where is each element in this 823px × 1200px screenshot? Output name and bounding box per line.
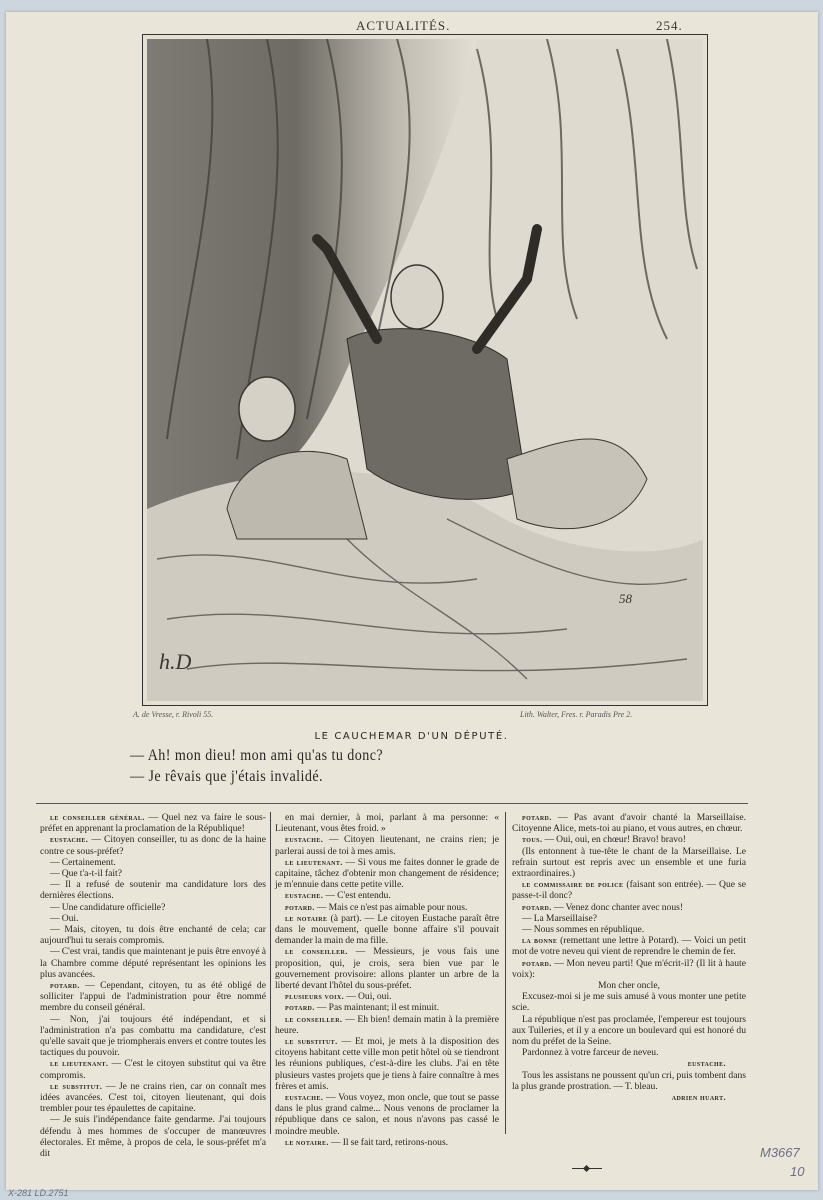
- dialogue-paragraph: [275, 890, 499, 901]
- dialogue-paragraph: [512, 1047, 746, 1058]
- text-column-1: [40, 812, 266, 1159]
- dialogue-paragraph: [512, 1092, 746, 1103]
- speaker-name: potard.: [50, 980, 80, 991]
- dialogue-text: Excusez-moi si je me suis amusé à vous monter une petite scie.: [512, 991, 746, 1014]
- printer-credit: Lith. Walter, Fres. r. Paradis Pre 2.: [520, 710, 633, 719]
- dialogue-paragraph: [40, 913, 266, 924]
- dialogue-paragraph: [40, 1114, 266, 1159]
- dialogue-text: — Il se fait tard, retirons-nous.: [328, 1136, 449, 1148]
- column-separator: [505, 812, 506, 1134]
- dialogue-text: La république n'est pas proclamée, l'empereur est toujours aux Tuileries, et il y a encore un boulevard qui est honoré du nom du préfet de la Seine.: [512, 1013, 746, 1048]
- dialogue-paragraph: [512, 834, 746, 845]
- dialogue-text: — Vous voyez, mon oncle, que tout se passe dans le plus grand calme... Nous venons de proclamer la république dans ce salon, et nous n'avons pas cassé le moindre meuble.: [275, 1092, 499, 1137]
- deputy-head: [391, 265, 443, 329]
- dialogue-paragraph: [275, 1002, 499, 1013]
- dialogue-paragraph: [40, 1081, 266, 1115]
- speaker-name: eustache.: [285, 834, 324, 845]
- speaker-name: le conseiller.: [285, 1013, 343, 1024]
- dialogue-text: — Oui, oui, en chœur! Bravo! bravo!: [542, 834, 686, 846]
- dialogue-paragraph: [512, 812, 746, 834]
- speaker-name: potard.: [522, 901, 552, 912]
- dialogue-paragraph: [40, 834, 266, 856]
- speaker-name: la bonne: [522, 935, 558, 946]
- speaker-name: eustache.: [285, 890, 324, 901]
- dialogue-text: Mon cher oncle,: [597, 980, 660, 992]
- speaker-name: le notaire.: [285, 1136, 329, 1147]
- lithograph-drawing: [147, 39, 703, 701]
- dialogue-paragraph: [275, 812, 499, 834]
- dialogue-text: (à part). — Le citoyen Eustache paraît être dans le mouvement, quelle bonne affaire s'il pouvait demander la main de ma fille.: [275, 912, 500, 947]
- dialogue-text: — C'est vrai, tandis que maintenant je puis être envoyé à la Chambre comme député représentant les opinions les plus avancées.: [40, 946, 266, 980]
- dialogue-paragraph: [512, 980, 746, 991]
- speaker-name: le commissaire de police: [522, 879, 624, 890]
- dialogue-paragraph: [275, 1137, 499, 1148]
- dialogue-paragraph: [40, 946, 266, 980]
- speaker-name: potard.: [285, 901, 315, 912]
- dialogue-text: en mai dernier, à moi, parlant à ma personne: « Lieutenant, vous êtes froid. »: [275, 812, 499, 835]
- dialogue-text: — Il a refusé de soutenir ma candidature lors des dernières élections.: [40, 879, 266, 902]
- dialogue-text: — Messieurs, je vous fais une proposition, qui, je crois, sera bien vue par le gouvernement provisoire: allons planter un arbre de la liberté devant l'hôtel du sous-préfet.: [275, 946, 499, 992]
- dialogue-text: — Et moi, je mets à la disposition des citoyens habitant cette ville mon petit hôtel où se tiendront les réunions publiques, c'est-à-dire les clubs. J'ai en tête plusieurs vastes projets que je tiens à faire connaître à mes frères et amis.: [275, 1036, 499, 1092]
- dialogue-paragraph: [275, 946, 499, 991]
- dialogue-paragraph: [512, 1014, 746, 1048]
- publisher-credit: A. de Vresse, r. Rivoli 55.: [133, 710, 214, 719]
- caption-line-2: — Je rêvais que j'étais invalidé.: [130, 768, 324, 785]
- dialogue-paragraph: [40, 980, 266, 1014]
- dialogue-paragraph: [40, 1058, 266, 1080]
- dialogue-text: — Pas avant d'avoir chanté la Marseillaise. Citoyenne Alice, mets-toi au piano, et vous autres, en chœur.: [512, 812, 746, 835]
- plate-number: 58: [619, 591, 632, 606]
- accession-suffix: 10: [790, 1164, 805, 1179]
- speaker-name: le lieutenant.: [50, 1058, 109, 1069]
- speaker-name: le substitut.: [285, 1036, 338, 1047]
- dialogue-paragraph: [512, 879, 746, 901]
- dialogue-text: (remettant une lettre à Potard). — Voici un petit mot de votre neveu qui vient de reprendre le chemin de fer.: [512, 935, 746, 958]
- dialogue-paragraph: [275, 857, 499, 891]
- dialogue-paragraph: [512, 902, 746, 913]
- dialogue-paragraph: [512, 991, 746, 1013]
- dialogue-text: — Pas maintenant; il est minuit.: [314, 1002, 440, 1014]
- dialogue-paragraph: [40, 902, 266, 913]
- dialogue-text: — La Marseillaise?: [522, 912, 598, 924]
- speaker-name: potard.: [522, 812, 552, 822]
- section-header: ACTUALITÉS.: [356, 18, 451, 33]
- dialogue-paragraph: [275, 1092, 499, 1137]
- lithograph-illustration: [142, 34, 708, 706]
- speaker-name: le lieutenant.: [285, 856, 343, 867]
- dialogue-paragraph: [275, 834, 499, 856]
- archive-annotation: X-281 LD.2751: [8, 1188, 69, 1198]
- caption-title: LE CAUCHEMAR D'UN DÉPUTÉ.: [314, 731, 509, 742]
- dialogue-paragraph: [275, 913, 499, 947]
- speaker-name: le conseiller général.: [50, 812, 145, 822]
- speaker-name: le conseiller.: [285, 946, 348, 957]
- dialogue-text: — Oui, oui.: [344, 991, 392, 1003]
- dialogue-paragraph: [275, 1014, 499, 1036]
- deputy-body: [347, 329, 527, 500]
- dialogue-text: — Mon neveu parti! Que m'écrit-il? (Il lit à haute voix):: [512, 957, 746, 980]
- caption-line-1: — Ah! mon dieu! mon ami qu'as tu donc?: [130, 747, 384, 764]
- dialogue-text: — Une candidature officielle?: [50, 901, 166, 913]
- text-column-3: [512, 812, 746, 1103]
- speaker-name: potard.: [522, 957, 552, 968]
- speaker-name: le notaire: [285, 912, 328, 923]
- dialogue-paragraph: [275, 1036, 499, 1092]
- column-separator: [270, 812, 271, 1134]
- end-ornament: [572, 1168, 602, 1169]
- dialogue-text: — Quel nez va faire le sous-préfet en apprenant la proclamation de la République!: [40, 812, 266, 835]
- speaker-name: tous.: [522, 834, 543, 845]
- speaker-name: le substitut.: [50, 1080, 103, 1091]
- dialogue-paragraph: [275, 991, 499, 1002]
- dialogue-text: — C'est entendu.: [323, 890, 391, 902]
- dialogue-paragraph: [275, 902, 499, 913]
- speaker-name: plusieurs voix.: [285, 991, 345, 1002]
- speaker-name: eustache.: [687, 1058, 726, 1069]
- speaker-name: eustache.: [50, 834, 89, 845]
- dialogue-paragraph: [512, 958, 746, 980]
- dialogue-text: Pardonnez à votre farceur de neveu.: [522, 1047, 659, 1059]
- dialogue-text: Tous les assistans ne poussent qu'un cri, puis tombent dans la plus grande prostration. — T. bleau.: [512, 1069, 746, 1092]
- dialogue-paragraph: [512, 1058, 746, 1069]
- dialogue-paragraph: [40, 868, 266, 879]
- speaker-name: potard.: [285, 1002, 315, 1013]
- section-divider: [36, 803, 748, 804]
- dialogue-paragraph: [40, 1014, 266, 1059]
- dialogue-text: — Eh bien! demain matin à la première heure.: [275, 1013, 500, 1036]
- dialogue-paragraph: [512, 846, 746, 880]
- dialogue-text: — Citoyen lieutenant, ne crains rien; je parlerai aussi de toi à mes amis.: [275, 834, 499, 857]
- dialogue-paragraph: [512, 935, 746, 957]
- dialogue-paragraph: [40, 812, 266, 834]
- dialogue-text: — C'est le citoyen substitut qui va être compromis.: [40, 1058, 266, 1081]
- dialogue-text: — Je suis l'indépendance faite gendarme. J'ai toujours défendu à mes hommes de s'occuper de manœuvres électorales. Et même, à propos de cela, le sous-préfet m'a dit: [40, 1114, 266, 1160]
- dialogue-paragraph: [512, 913, 746, 924]
- dialogue-text: — Oui.: [50, 912, 79, 924]
- accession-number: M3667: [760, 1145, 800, 1160]
- page-number: 254.: [656, 18, 683, 33]
- dialogue-paragraph: [512, 924, 746, 935]
- artist-signature: h.D: [159, 649, 192, 674]
- dialogue-paragraph: [40, 924, 266, 946]
- dialogue-paragraph: [512, 1070, 746, 1092]
- dialogue-text: — Mais, citoyen, tu dois être enchanté de cela; car aujourd'hui tu serais compromis.: [40, 924, 266, 947]
- text-column-2: [275, 812, 499, 1148]
- wife-figure: [239, 377, 295, 441]
- dialogue-text: — Venez donc chanter avec nous!: [551, 901, 684, 913]
- dialogue-text: — Que t'a-t-il fait?: [50, 868, 122, 880]
- dialogue-text: — Si vous me faites donner le grade de capitaine, tâchez d'obtenir mon changement de résidence; je m'ennuie dans cette petite ville.: [275, 856, 499, 891]
- dialogue-text: — Cependant, citoyen, tu as été obligé de solliciter l'appui de l'administration pour être nommé membre du conseil général.: [40, 980, 266, 1014]
- dialogue-paragraph: [40, 857, 266, 868]
- speaker-name: adrien huart.: [671, 1092, 726, 1103]
- dialogue-text: — Non, j'ai toujours été indépendant, et si l'administration n'a pas combattu ma candidature, c'est qu'elle savait que je triompherais envers et contre toutes les tactiques du pouvoir.: [40, 1013, 266, 1059]
- dialogue-text: (faisant son entrée). — Que se passe-t-il donc?: [512, 879, 747, 902]
- dialogue-text: — Nous sommes en république.: [522, 924, 645, 936]
- dialogue-text: — Mais ce n'est pas aimable pour nous.: [314, 901, 468, 913]
- dialogue-text: (Ils entonnent à tue-tête le chant de la Marseillaise. Le refrain surtout est repris avec un ensemble et une furia extraordinaires.): [512, 845, 746, 880]
- dialogue-paragraph: [40, 879, 266, 901]
- dialogue-text: — Citoyen conseiller, tu as donc de la haine contre ce sous-préfet?: [40, 834, 266, 857]
- dialogue-text: — Certainement.: [50, 856, 116, 868]
- speaker-name: eustache.: [285, 1092, 324, 1103]
- dialogue-text: — Je ne crains rien, car on connaît mes idées avancées. C'est toi, citoyen lieutenant, qui dois trembler pour tes épaulettes de capitaine.: [40, 1080, 266, 1115]
